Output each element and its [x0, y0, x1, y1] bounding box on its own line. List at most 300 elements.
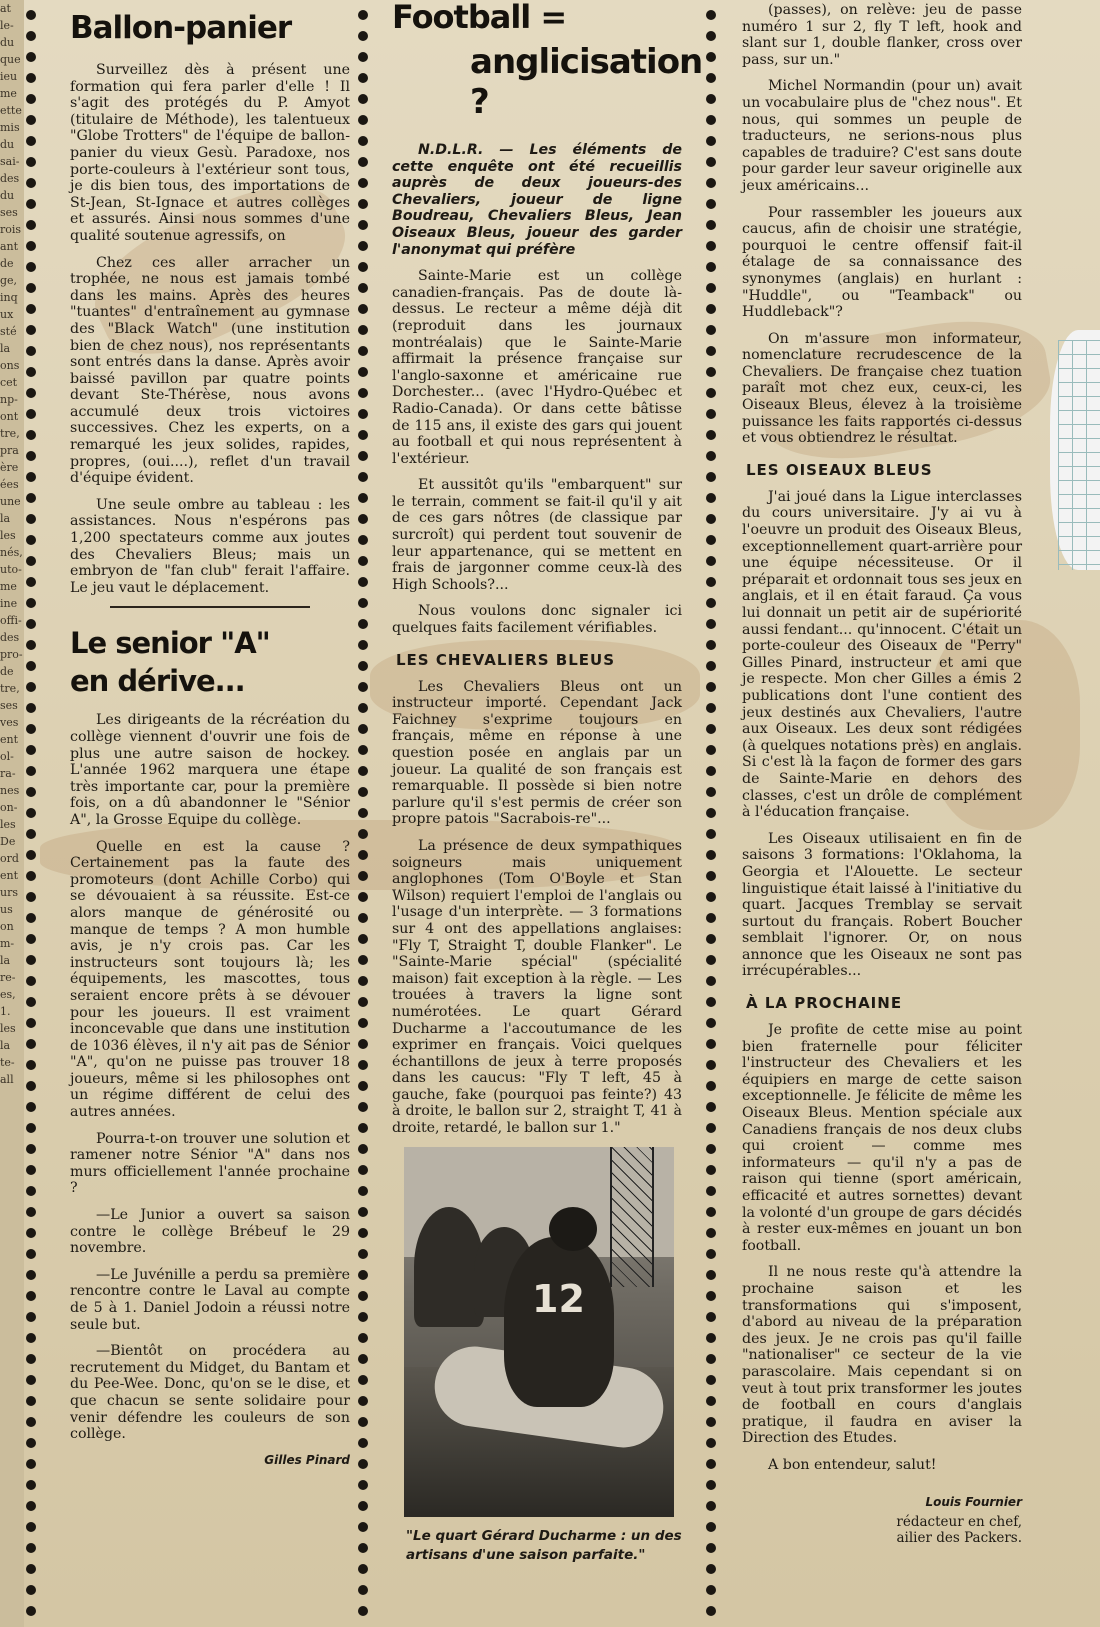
perforation-dot	[706, 10, 716, 20]
signature-name: Louis Fournier	[925, 1494, 1022, 1509]
edge-fragment: us	[0, 903, 13, 916]
editor-note: N.D.L.R. — Les éléments de cette enquête ont été recueillis auprès de deux joueurs-des Chevaliers, joueur de ligne Boudreau, Chevaliers Bleus, Jean Oiseaux Bleus, joueur des garder l'anonymat qui préfère	[392, 142, 682, 258]
perforation-dot	[358, 1354, 368, 1364]
perforation-dot	[26, 1144, 36, 1154]
paragraph: Les Oiseaux utilisaient en fin de saisons 3 formations: l'Oklahoma, la Georgia et l'Alouette. Le secteur linguistique était laissé à l'initiative du quart. Jacques Tremblay se servait surtout du français. Robert Boucher semblait l'ignorer. Or, on nous annonce que les Oiseaux ne sont pas irrécupérables...	[742, 830, 1022, 980]
perforation-dot	[358, 178, 368, 188]
perforation-dot	[26, 1123, 36, 1133]
perforation-dot	[358, 367, 368, 377]
perforation-dot	[26, 1396, 36, 1406]
edge-fragment: mis	[0, 121, 20, 134]
perforation-dot	[26, 514, 36, 524]
paragraph: —Bientôt on procédera au recrutement du Midget, du Bantam et du Pee-Wee. Donc, qu'on se le dise, et que chacun se sente solidaire pour venir défendre les couleurs de son collège.	[70, 1343, 350, 1443]
perforation-dot	[26, 577, 36, 587]
ballon-article	[70, 62, 350, 596]
edge-fragment: nés,	[0, 546, 23, 559]
edge-fragment: nes	[0, 784, 20, 797]
perforation-dot	[706, 934, 716, 944]
perforation-dot	[26, 1291, 36, 1301]
perforation-dot	[358, 220, 368, 230]
perforation-dot	[26, 934, 36, 944]
perforation-dot	[706, 283, 716, 293]
perforation-dot	[706, 955, 716, 965]
perforation-dot	[358, 52, 368, 62]
edge-fragment: sai-	[0, 155, 20, 168]
perforation-dot	[358, 619, 368, 629]
paragraph: J'ai joué dans la Ligue interclasses du cours universitaire. J'y ai vu à l'oeuvre un produit des Oiseaux Bleus, exceptionnellement quart-arrière pour une équipe nécessiteuse. Or il préparait et ordonnait tous ses jeux en anglais, et il en était faraud. Ça vous lui donnait un petit air de supériorité aussi fendant... qu'innocent. C'était un porte-couleur des Oiseaux de "Perry" Gilles Pinard, instructeur et ami que je respecte. Mon cher Gilles a émis 2 publications dont l'une contient des jeux destinés aux Chevaliers, l'autre aux Oiseaux. Les deux sont rédigées (à quelques notations près) en anglais. Si c'est là la façon de former des gars de Sainte-Marie en dehors des classes, c'est un drôle de complément à l'éducation française.	[742, 488, 1022, 821]
perforation-dot	[26, 73, 36, 83]
edge-fragment: ère	[0, 461, 19, 474]
subhead-chevaliers: LES CHEVALIERS BLEUS	[396, 650, 616, 669]
perforation-dot	[706, 1165, 716, 1175]
perforation-dot	[358, 745, 368, 755]
perforation-dot	[706, 871, 716, 881]
perforation-dot	[358, 136, 368, 146]
perforation-dot	[706, 1144, 716, 1154]
perforation-dot	[358, 1417, 368, 1427]
perforation-dot	[26, 850, 36, 860]
perforation-dot	[26, 787, 36, 797]
perforation-dot	[358, 1522, 368, 1532]
perforation-dot	[706, 1480, 716, 1490]
perforation-dot	[706, 1186, 716, 1196]
perforation-dot	[706, 1039, 716, 1049]
perforation-dot	[26, 1480, 36, 1490]
perforation-dot	[26, 136, 36, 146]
perforation-dot	[706, 73, 716, 83]
perforation-dot	[706, 451, 716, 461]
perforation-dot	[358, 1501, 368, 1511]
edge-fragment: la	[0, 342, 11, 355]
perforation-dot	[706, 178, 716, 188]
perforation-dot	[358, 724, 368, 734]
perforation-dot	[706, 241, 716, 251]
perforation-dot	[358, 661, 368, 671]
perforation-dot	[26, 1333, 36, 1343]
perforation-dot	[706, 1018, 716, 1028]
perforation-dot	[706, 892, 716, 902]
paragraph: Chez ces aller arracher un trophée, ne nous est jamais tombé dans les mains. Après des heures "tuantes" d'entraînement au gymnase des "Black Watch" (une institution bien de chez nous), nos représentants sont entrés dans la danse. Après avoir baissé pavillon par quatre points devant Ste-Thérèse, nous avons accumulé deux trois victoires successives. Chez les experts, on a remarqué les jeux solides, rapides, propres, (oui....), reflet d'un travail d'équipe évident.	[70, 254, 350, 487]
perforation-dot	[706, 766, 716, 776]
edge-fragment: ses	[0, 206, 18, 219]
perforation-dot	[26, 682, 36, 692]
perforation-dot	[358, 262, 368, 272]
perforation-dot	[358, 1333, 368, 1343]
perforation-dot	[26, 430, 36, 440]
perforation-dot	[358, 1228, 368, 1238]
perforation-dot	[26, 703, 36, 713]
perforation-dot	[26, 1060, 36, 1070]
perforation-dot	[706, 1606, 716, 1616]
perforation-dot	[706, 94, 716, 104]
perforation-dot	[26, 1375, 36, 1385]
perforation-dot	[358, 10, 368, 20]
perforation-dot	[358, 1186, 368, 1196]
perforation-dot	[706, 157, 716, 167]
perforation-dot	[26, 598, 36, 608]
perforation-dot	[358, 493, 368, 503]
perforation-dot	[358, 73, 368, 83]
perforation-dot	[358, 1123, 368, 1133]
perforation-dot	[706, 472, 716, 482]
perforation-dot	[706, 1522, 716, 1532]
perforation-dot	[26, 640, 36, 650]
signature-louis-fournier	[742, 1494, 1022, 1546]
perforation-dot	[706, 976, 716, 986]
perforation-dot	[706, 787, 716, 797]
perforation-dot	[358, 325, 368, 335]
perforation-dot	[358, 31, 368, 41]
perforation-dot	[26, 346, 36, 356]
perforation-dot	[706, 409, 716, 419]
perforation-dot	[706, 1060, 716, 1070]
perforation-dot	[358, 283, 368, 293]
perforation-dot	[26, 262, 36, 272]
perforation-dot	[26, 808, 36, 818]
signature-gilles-pinard: Gilles Pinard	[264, 1452, 350, 1467]
perforation-dot	[26, 304, 36, 314]
perforation-dot	[706, 367, 716, 377]
edge-fragment: la	[0, 954, 11, 967]
perforation-dot	[706, 31, 716, 41]
paragraph: Pour rassembler les joueurs aux caucus, afin de choisir une stratégie, pourquoi le centre offensif fait-il étalage de sa connaissance des synonymes (anglais) en hurlant : "Huddle", ou "Teamback" ou Huddleback"?	[742, 204, 1022, 321]
perforation-dot	[26, 1417, 36, 1427]
subhead-a-la-prochaine: À LA PROCHAINE	[746, 994, 903, 1013]
paragraph: Pourra-t-on trouver une solution et ramener notre Sénior "A" dans nos murs officiellement l'année prochaine ?	[70, 1130, 350, 1197]
perforation-dot	[706, 619, 716, 629]
perforation-dot	[26, 1522, 36, 1532]
perforation-dot	[706, 535, 716, 545]
paragraph: Nous voulons donc signaler ici quelques faits facilement vérifiables.	[392, 603, 682, 637]
edge-fragment: les	[0, 529, 16, 542]
edge-fragment: ol-	[0, 750, 14, 763]
edge-fragment: que	[0, 53, 21, 66]
paragraph: Les dirigeants de la récréation du collège viennent d'ouvrir une fois de plus une autre saison de hockey. L'année 1962 marquera une étape très importante car, pour la première fois, on a dû abandonner le "Sénior A", la Grosse Equipe du collège.	[70, 712, 350, 828]
perforation-dot	[358, 514, 368, 524]
perforation-dot	[26, 1018, 36, 1028]
edge-fragment: des	[0, 172, 20, 185]
perforation-dot	[26, 493, 36, 503]
perforation-dot	[26, 31, 36, 41]
perforation-dot	[358, 241, 368, 251]
perforation-dot	[26, 241, 36, 251]
perforation-dot	[358, 1270, 368, 1280]
perforation-dot	[358, 451, 368, 461]
player-figure	[504, 1237, 614, 1407]
perforation-dot	[358, 94, 368, 104]
perforation-dot	[706, 1396, 716, 1406]
perforation-dot	[706, 1585, 716, 1595]
perforation-dot	[358, 997, 368, 1007]
perforation-dot	[26, 1165, 36, 1175]
headline-football-line2: anglicisation ?	[470, 42, 703, 122]
perforation-dot	[358, 913, 368, 923]
perforation-dot	[26, 1564, 36, 1574]
edge-fragment: la	[0, 1039, 11, 1052]
perforation-dot	[706, 1543, 716, 1553]
perforation-dot	[706, 346, 716, 356]
perforation-dot	[358, 766, 368, 776]
perforation-dot	[706, 1459, 716, 1469]
perforation-dot	[706, 493, 716, 503]
perforation-dot	[358, 1249, 368, 1259]
perforation-dot	[26, 1606, 36, 1616]
perforation-dot	[706, 1438, 716, 1448]
perforation-dot	[26, 997, 36, 1007]
edge-fragment: cet	[0, 376, 18, 389]
edge-fragment: np-	[0, 393, 18, 406]
perforation-dot	[26, 388, 36, 398]
football-continued	[742, 2, 1022, 447]
column-basketball-hockey	[70, 0, 350, 1467]
perforation-dot	[706, 703, 716, 713]
perforation-dot	[358, 1312, 368, 1322]
edge-fragment: les	[0, 818, 16, 831]
perforation-dot	[26, 724, 36, 734]
perforation-dot	[26, 1039, 36, 1049]
perforation-dot	[26, 955, 36, 965]
perforation-dot	[358, 430, 368, 440]
perforation-dot	[358, 1585, 368, 1595]
perforation-dot	[706, 724, 716, 734]
photo-caption: "Le quart Gérard Ducharme : un des artisans d'une saison parfaite."	[406, 1527, 682, 1563]
edge-fragment: at	[0, 2, 11, 15]
perforation-dot	[358, 1060, 368, 1070]
perforation-dot	[26, 1186, 36, 1196]
edge-fragment: 1.	[0, 1005, 11, 1018]
perforation-dot	[706, 1123, 716, 1133]
perforation-dot	[706, 514, 716, 524]
perforation-dot	[706, 661, 716, 671]
edge-fragment: ieu	[0, 70, 18, 83]
perforation-dot	[706, 262, 716, 272]
edge-fragment: du	[0, 36, 15, 49]
paragraph: Je profite de cette mise au point bien fraternelle pour féliciter l'instructeur des Chevaliers et les équipiers en marge de cette saison exceptionnelle. Je félicite de même les Oiseaux Bleus. Mention spéciale aux Canadiens français de nos deux clubs qui croient — comme mes informateurs — qu'il n'y a pas de raison qui tienne (sport américain, efficacité et autres sornettes) devant la volonté d'un groupe de gars décidés à rester eux-mêmes en jouant un bon football.	[742, 1022, 1022, 1254]
edge-fragment: pra	[0, 444, 19, 457]
edge-fragment: offi-	[0, 614, 22, 627]
perforation-dot	[706, 52, 716, 62]
perforation-dot	[26, 913, 36, 923]
perforation-dots-1	[24, 10, 38, 1627]
perforation-dot	[358, 892, 368, 902]
edge-fragment: te-	[0, 1056, 15, 1069]
perforation-dot	[706, 1228, 716, 1238]
chevaliers-article	[392, 679, 682, 1137]
headline-senior-a: Le senior "A" en dérive...	[70, 626, 270, 699]
paragraph: —Le Juvénille a perdu sa première rencontre contre le Laval au compte de 5 à 1. Daniel Jodoin a réussi notre seule but.	[70, 1266, 350, 1333]
perforation-dot	[26, 1081, 36, 1091]
edge-fragment: les	[0, 1022, 16, 1035]
perforation-dot	[706, 1417, 716, 1427]
edge-fragment: de	[0, 257, 14, 270]
perforation-dot	[26, 1312, 36, 1322]
perforation-dot	[358, 115, 368, 125]
perforation-dot	[358, 1438, 368, 1448]
left-edge-fragments	[0, 0, 24, 1627]
perforation-dot	[358, 1039, 368, 1049]
oiseaux-article	[742, 489, 1022, 980]
perforation-dot	[358, 682, 368, 692]
perforation-dot	[706, 304, 716, 314]
edge-fragment: du	[0, 189, 15, 202]
edge-fragment: le-	[0, 19, 14, 32]
perforation-dot	[26, 1207, 36, 1217]
perforation-dot	[706, 1102, 716, 1112]
perforation-dot	[706, 1501, 716, 1511]
perforation-dot	[358, 1291, 368, 1301]
perforation-dot	[26, 661, 36, 671]
perforation-dot	[706, 598, 716, 608]
prochaine-article	[742, 1022, 1022, 1473]
perforation-dot	[358, 1480, 368, 1490]
edge-fragment: uto-	[0, 563, 22, 576]
perforation-dot	[706, 325, 716, 335]
perforation-dot	[358, 598, 368, 608]
perforation-dot	[358, 199, 368, 209]
perforation-dot	[26, 409, 36, 419]
signature-title2: ailier des Packers.	[896, 1529, 1022, 1546]
perforation-dot	[26, 745, 36, 755]
perforation-dot	[706, 1291, 716, 1301]
perforation-dot	[358, 472, 368, 482]
headline-ballon-panier: Ballon-panier	[70, 10, 292, 46]
column-football	[392, 0, 703, 1565]
perforation-dot	[706, 1354, 716, 1364]
light-tower	[610, 1147, 654, 1287]
perforation-dot	[706, 1312, 716, 1322]
perforation-dot	[358, 304, 368, 314]
perforation-dot	[706, 115, 716, 125]
perforation-dot	[358, 1018, 368, 1028]
perforation-dot	[26, 220, 36, 230]
paragraph: A bon entendeur, salut!	[768, 1456, 937, 1473]
perforation-dot	[706, 1270, 716, 1280]
perforation-dot	[706, 1333, 716, 1343]
perforation-dot	[26, 871, 36, 881]
perforation-dot	[706, 808, 716, 818]
perforation-dot	[26, 283, 36, 293]
edge-fragment: on-	[0, 801, 18, 814]
perforation-dot	[706, 199, 716, 209]
perforation-dot	[26, 472, 36, 482]
perforation-dot	[26, 1501, 36, 1511]
perforation-dot	[358, 1081, 368, 1091]
edge-fragment: ra-	[0, 767, 16, 780]
perforation-dots-3	[704, 10, 718, 1627]
edge-fragment: tre,	[0, 427, 20, 440]
perforation-dot	[706, 577, 716, 587]
perforation-dot	[358, 1564, 368, 1574]
edge-fragment: ant	[0, 240, 19, 253]
perforation-dot	[358, 808, 368, 818]
graph-paper-underlay	[1058, 340, 1100, 570]
perforation-dot	[358, 1459, 368, 1469]
perforation-dot	[358, 1375, 368, 1385]
perforation-dot	[706, 1564, 716, 1574]
perforation-dot	[706, 1249, 716, 1259]
paragraph: Surveillez dès à présent une formation qui fera parler d'elle ! Il s'agit des protégés du P. Amyot (titulaire de Méthode), les talentueux "Globe Trotters" de l'équipe de ballon-panier du vieux Gesù. Paradoxe, nos porte-couleurs à l'extérieur sont tous, je dis bien tous, des importations de St-Jean, St-Ignace et autres collèges et assurés. Ainsi nous sommes d'une qualité soutenue agressifs, on	[70, 62, 350, 244]
edge-fragment: all	[0, 1073, 14, 1086]
perforation-dot	[706, 1375, 716, 1385]
perforation-dot	[358, 829, 368, 839]
paragraph: Et aussitôt qu'ils "embarquent" sur le terrain, comment se fait-il qu'il y ait de ces gars nôtres (de classique par surcroît) qui perdent tout souvenir de leur appartenance, qui se mettent en frais de jargonner comme ceux-là des High Schools?...	[392, 477, 682, 593]
perforation-dot	[26, 178, 36, 188]
paragraph: On m'assure mon informateur, nomenclature recrudescence de la Chevaliers. De française chez tuation paraît mot chez eux, ceux-ci, les Oiseaux Bleus, élevez à la troisième puissance les faits rapportés ci-dessus et vous obtiendrez le résultat.	[742, 330, 1022, 447]
perforation-dot	[26, 367, 36, 377]
senior-article	[70, 712, 350, 1442]
paragraph: Quelle en est la cause ? Certainement pas la faute des promoteurs (dont Achille Corbo) qui se dévouaient à sa réussite. Est-ce alors manque de générosité ou manque de temps ? A mon humble avis, je n'y crois pas. Car les instructeurs sont toujours là; les équipements, les mascottes, tous seraient encore prêts à se dévouer pour les joueurs. Il est vraiment inconcevable que dans une institution de 1036 élèves, il n'y ait pas de Sénior "A", qu'on ne puisse pas trouver 18 joueurs, même si les philosophes ont un régime différent de celui des autres années.	[70, 838, 350, 1121]
perforation-dot	[26, 556, 36, 566]
perforation-dot	[26, 52, 36, 62]
perforation-dot	[358, 409, 368, 419]
perforation-dot	[706, 745, 716, 755]
edge-fragment: la	[0, 512, 11, 525]
perforation-dot	[26, 976, 36, 986]
perforation-dot	[358, 976, 368, 986]
perforation-dot	[358, 1102, 368, 1112]
perforation-dot	[706, 1207, 716, 1217]
football-intro	[392, 268, 682, 636]
photo-quarterback	[404, 1147, 674, 1517]
edge-fragment: me	[0, 87, 17, 100]
perforation-dot	[358, 388, 368, 398]
perforation-dot	[26, 451, 36, 461]
perforation-dot	[26, 829, 36, 839]
subhead-oiseaux-bleus: LES OISEAUX BLEUS	[746, 460, 933, 479]
column-rule	[110, 606, 310, 608]
edge-fragment: ge,	[0, 274, 18, 287]
headline-football-line1: Football =	[392, 0, 567, 36]
perforation-dot	[26, 1459, 36, 1469]
perforation-dot	[358, 577, 368, 587]
edge-fragment: ent	[0, 869, 19, 882]
perforation-dot	[26, 115, 36, 125]
perforation-dot	[26, 10, 36, 20]
paragraph: Une seule ombre au tableau : les assistances. Nous n'espérons pas 1,200 spectateurs comme aux joutes des Chevaliers Bleus; mais un embryon de "fan club" ferait l'affaire. Le jeu vaut le déplacement.	[70, 496, 350, 596]
paragraph: —Le Junior a ouvert sa saison contre le collège Brébeuf le 29 novembre.	[70, 1207, 350, 1257]
edge-fragment: me	[0, 580, 17, 593]
perforation-dot	[706, 850, 716, 860]
perforation-dot	[358, 850, 368, 860]
paragraph: Michel Normandin (pour un) avait un vocabulaire plus de "chez nous". Et nous, qui sommes un peuple de traducteurs, ne serions-nous plus capables de traduire? C'est sans doute pour garder leur saveur originelle aux jeux américains...	[742, 78, 1022, 194]
perforation-dot	[26, 1354, 36, 1364]
paragraph: Il ne nous reste qu'à attendre la prochaine saison et les transformations qui s'imposent, d'abord au niveau de la préparation des jeux. Je ne crois pas qu'il faille "nationaliser" ce secteur de la vie parascolaire. Mais cependant si on veut à tout prix transformer les joutes de football en cours d'anglais pratique, il faudra en aviser la Direction des Etudes.	[742, 1264, 1022, 1447]
perforation-dot	[706, 640, 716, 650]
paragraph: Les Chevaliers Bleus ont un instructeur importé. Cependant Jack Faichney s'exprime toujours en français, même en réponse à une question posée en anglais par un joueur. La qualité de son français est remarquable. Il possède si bien notre parlure qu'il s'est permis de créer son propre patois "Sacrabois-re"...	[392, 678, 682, 828]
perforation-dot	[26, 619, 36, 629]
edge-fragment: ons	[0, 359, 20, 372]
column-football-continued	[742, 0, 1022, 1546]
edge-fragment: une	[0, 495, 21, 508]
perforation-dot	[358, 640, 368, 650]
helmet	[549, 1207, 597, 1251]
perforation-dot	[358, 1396, 368, 1406]
edge-fragment: pro-	[0, 648, 23, 661]
perforation-dot	[358, 535, 368, 545]
edge-fragment: ord	[0, 852, 19, 865]
perforation-dot	[26, 94, 36, 104]
perforation-dot	[706, 829, 716, 839]
perforation-dot	[358, 934, 368, 944]
perforation-dot	[706, 430, 716, 440]
edge-fragment: ette	[0, 104, 22, 117]
perforation-dot	[358, 787, 368, 797]
edge-fragment: ux	[0, 308, 14, 321]
perforation-dot	[26, 1543, 36, 1553]
edge-fragment: De	[0, 835, 16, 848]
edge-fragment: on	[0, 920, 14, 933]
perforation-dots-2	[356, 10, 370, 1627]
